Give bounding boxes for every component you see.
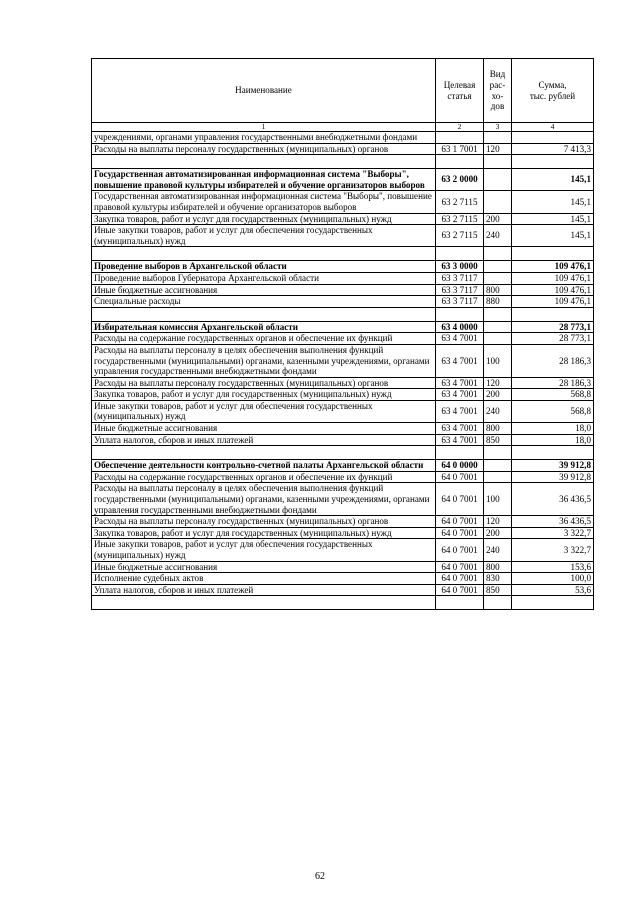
table-row	[92, 434, 594, 446]
cell-sum: 568,8	[512, 400, 594, 422]
cell-expense-type: 800	[484, 561, 512, 573]
cell-article: 64 0 7001	[436, 471, 484, 483]
cell-sum: 109 476,1	[512, 296, 594, 308]
empty-cell	[92, 596, 436, 610]
cell-sum: 28 186,3	[512, 377, 594, 389]
cell-expense-type	[484, 169, 512, 191]
cell-expense-type: 120	[484, 377, 512, 389]
cell-name: Расходы на выплаты персоналу в целях обеспечения выполнения функций государственными (муниципальными) органами, казенными учреждениями, органами управления государственными внебюджетными фондами	[92, 483, 436, 516]
table-row	[92, 191, 594, 213]
cell-name: Избирательная комиссия Архангельской области	[92, 321, 436, 333]
empty-cell	[436, 247, 484, 261]
cell-sum: 28 773,1	[512, 321, 594, 333]
cell-sum: 28 186,3	[512, 344, 594, 377]
cell-sum: 145,1	[512, 191, 594, 213]
cell-article: 63 4 7001	[436, 389, 484, 401]
table-row	[92, 344, 594, 377]
cell-expense-type: 200	[484, 213, 512, 225]
cell-expense-type: 800	[484, 284, 512, 296]
cell-name: Иные бюджетные ассигнования	[92, 284, 436, 296]
cell-name: Расходы на выплаты персоналу государственных (муниципальных) органов	[92, 377, 436, 389]
column-number: 1	[92, 123, 436, 132]
empty-cell	[436, 596, 484, 610]
cell-expense-type: 240	[484, 539, 512, 561]
cell-expense-type	[484, 333, 512, 345]
cell-name: Уплата налогов, сборов и иных платежей	[92, 434, 436, 446]
empty-cell	[484, 155, 512, 169]
table-row	[92, 483, 594, 516]
empty-cell	[512, 247, 594, 261]
cell-expense-type: 200	[484, 389, 512, 401]
cell-expense-type	[484, 321, 512, 333]
cell-article: 63 4 7001	[436, 423, 484, 435]
cell-article: 64 0 7001	[436, 561, 484, 573]
cell-expense-type	[484, 272, 512, 284]
cell-article: 63 3 0000	[436, 261, 484, 273]
cell-expense-type: 120	[484, 516, 512, 528]
cell-article: 63 4 7001	[436, 434, 484, 446]
cell-article: 64 0 0000	[436, 460, 484, 472]
cell-expense-type: 850	[484, 434, 512, 446]
cell-expense-type: 240	[484, 400, 512, 422]
table-row	[92, 333, 594, 345]
cell-name: Закупка товаров, работ и услуг для государственных (муниципальных) нужд	[92, 389, 436, 401]
cell-sum: 39 912,8	[512, 460, 594, 472]
cell-article: 63 2 7115	[436, 225, 484, 247]
empty-cell	[512, 155, 594, 169]
cell-name: Расходы на содержание государственных органов и обеспечение их функций	[92, 333, 436, 345]
table-row	[92, 213, 594, 225]
spacer-row	[92, 247, 594, 261]
empty-cell	[484, 247, 512, 261]
cell-sum: 153,6	[512, 561, 594, 573]
cell-article: 63 3 7117	[436, 284, 484, 296]
cell-article: 63 4 7001	[436, 333, 484, 345]
cell-expense-type	[484, 261, 512, 273]
budget-table	[91, 58, 594, 610]
cell-name: Иные бюджетные ассигнования	[92, 561, 436, 573]
table-row	[92, 389, 594, 401]
column-number: 2	[436, 123, 484, 132]
cell-name: Расходы на выплаты персоналу государственных (муниципальных) органов	[92, 143, 436, 155]
cell-sum: 53,6	[512, 584, 594, 596]
table-row	[92, 527, 594, 539]
table-row	[92, 400, 594, 422]
empty-cell	[92, 446, 436, 460]
cell-sum: 568,8	[512, 389, 594, 401]
cell-article: 63 1 7001	[436, 143, 484, 155]
table-row	[92, 132, 594, 144]
table-row	[92, 573, 594, 585]
empty-cell	[92, 307, 436, 321]
cell-name: Уплата налогов, сборов и иных платежей	[92, 584, 436, 596]
cell-name: Проведение выборов Губернатора Архангельской области	[92, 272, 436, 284]
empty-cell	[512, 307, 594, 321]
cell-sum: 109 476,1	[512, 272, 594, 284]
header-row	[92, 59, 594, 123]
table-row	[92, 423, 594, 435]
section-row	[92, 460, 594, 472]
cell-expense-type: 100	[484, 483, 512, 516]
cell-name: учреждениями, органами управления государственными внебюджетными фондами	[92, 132, 436, 144]
empty-cell	[92, 247, 436, 261]
header-name: Наименование	[92, 59, 436, 123]
cell-article: 64 0 7001	[436, 584, 484, 596]
table-row	[92, 584, 594, 596]
cell-expense-type: 240	[484, 225, 512, 247]
cell-expense-type: 800	[484, 423, 512, 435]
table-row	[92, 225, 594, 247]
cell-article: 63 2 7115	[436, 191, 484, 213]
empty-cell	[436, 307, 484, 321]
cell-name: Закупка товаров, работ и услуг для государственных (муниципальных) нужд	[92, 527, 436, 539]
cell-expense-type: 120	[484, 143, 512, 155]
table-row	[92, 272, 594, 284]
header-sum: Сумма, тыс. рублей	[512, 59, 594, 123]
empty-cell	[436, 155, 484, 169]
empty-cell	[92, 155, 436, 169]
cell-expense-type: 200	[484, 527, 512, 539]
cell-sum: 3 322,7	[512, 539, 594, 561]
cell-name: Исполнение судебных актов	[92, 573, 436, 585]
empty-cell	[484, 596, 512, 610]
cell-article: 63 4 0000	[436, 321, 484, 333]
header-article: Целевая статья	[436, 59, 484, 123]
cell-name: Обеспечение деятельности контрольно-счетной палаты Архангельской области	[92, 460, 436, 472]
cell-sum: 109 476,1	[512, 284, 594, 296]
table-row	[92, 284, 594, 296]
table-row	[92, 561, 594, 573]
cell-article: 64 0 7001	[436, 539, 484, 561]
cell-expense-type	[484, 132, 512, 144]
empty-cell	[484, 446, 512, 460]
cell-name: Государственная автоматизированная информационная система "Выборы", повышение правовой культуры избирателей и обучение организаторов выборов	[92, 191, 436, 213]
empty-cell	[484, 307, 512, 321]
cell-sum: 36 436,5	[512, 483, 594, 516]
spacer-row	[92, 596, 594, 610]
cell-article: 64 0 7001	[436, 483, 484, 516]
table-row	[92, 143, 594, 155]
empty-cell	[512, 596, 594, 610]
cell-article: 63 3 7117	[436, 296, 484, 308]
cell-sum: 3 322,7	[512, 527, 594, 539]
cell-name: Иные закупки товаров, работ и услуг для обеспечения государственных (муниципальных) нужд	[92, 225, 436, 247]
cell-sum: 7 413,3	[512, 143, 594, 155]
cell-article: 64 0 7001	[436, 527, 484, 539]
cell-name: Проведение выборов в Архангельской области	[92, 261, 436, 273]
cell-expense-type: 850	[484, 584, 512, 596]
cell-article: 63 4 7001	[436, 344, 484, 377]
table-header	[92, 59, 594, 132]
cell-article: 63 4 7001	[436, 377, 484, 389]
spacer-row	[92, 446, 594, 460]
table-row	[92, 516, 594, 528]
cell-name: Расходы на выплаты персоналу государственных (муниципальных) органов	[92, 516, 436, 528]
header-expense-type: Вид рас- хо- дов	[484, 59, 512, 123]
cell-sum: 145,1	[512, 169, 594, 191]
table-body	[92, 132, 594, 610]
cell-article: 63 2 7115	[436, 213, 484, 225]
column-number-row	[92, 123, 594, 132]
cell-article: 64 0 7001	[436, 516, 484, 528]
cell-name: Государственная автоматизированная информационная система "Выборы", повышение правовой культуры избирателей и обучение организаторов выборов	[92, 169, 436, 191]
column-number: 4	[512, 123, 594, 132]
cell-sum: 18,0	[512, 434, 594, 446]
section-row	[92, 261, 594, 273]
table-row	[92, 296, 594, 308]
cell-sum: 18,0	[512, 423, 594, 435]
cell-expense-type: 830	[484, 573, 512, 585]
cell-sum: 109 476,1	[512, 261, 594, 273]
cell-name: Закупка товаров, работ и услуг для государственных (муниципальных) нужд	[92, 213, 436, 225]
section-row	[92, 169, 594, 191]
cell-expense-type: 100	[484, 344, 512, 377]
page-number: 62	[315, 871, 325, 882]
spacer-row	[92, 307, 594, 321]
cell-expense-type	[484, 460, 512, 472]
cell-sum: 28 773,1	[512, 333, 594, 345]
empty-cell	[512, 446, 594, 460]
cell-name: Иные закупки товаров, работ и услуг для обеспечения государственных (муниципальных) нужд	[92, 539, 436, 561]
spacer-row	[92, 155, 594, 169]
cell-name: Специальные расходы	[92, 296, 436, 308]
cell-expense-type	[484, 471, 512, 483]
cell-article	[436, 132, 484, 144]
cell-article: 64 0 7001	[436, 573, 484, 585]
cell-name: Расходы на содержание государственных органов и обеспечение их функций	[92, 471, 436, 483]
table-row	[92, 377, 594, 389]
cell-article: 63 4 7001	[436, 400, 484, 422]
cell-name: Расходы на выплаты персоналу в целях обеспечения выполнения функций государственными (муниципальными) органами, казенными учреждениями, органами управления государственными внебюджетными фондами	[92, 344, 436, 377]
cell-name: Иные закупки товаров, работ и услуг для обеспечения государственных (муниципальных) нужд	[92, 400, 436, 422]
cell-sum: 145,1	[512, 225, 594, 247]
cell-sum: 145,1	[512, 213, 594, 225]
cell-expense-type: 880	[484, 296, 512, 308]
section-row	[92, 321, 594, 333]
cell-sum: 39 912,8	[512, 471, 594, 483]
table-row	[92, 471, 594, 483]
table-row	[92, 539, 594, 561]
cell-name: Иные бюджетные ассигнования	[92, 423, 436, 435]
cell-sum	[512, 132, 594, 144]
cell-article: 63 3 7117	[436, 272, 484, 284]
cell-sum: 36 436,5	[512, 516, 594, 528]
empty-cell	[436, 446, 484, 460]
cell-expense-type	[484, 191, 512, 213]
column-number: 3	[484, 123, 512, 132]
cell-article: 63 2 0000	[436, 169, 484, 191]
cell-sum: 100,0	[512, 573, 594, 585]
